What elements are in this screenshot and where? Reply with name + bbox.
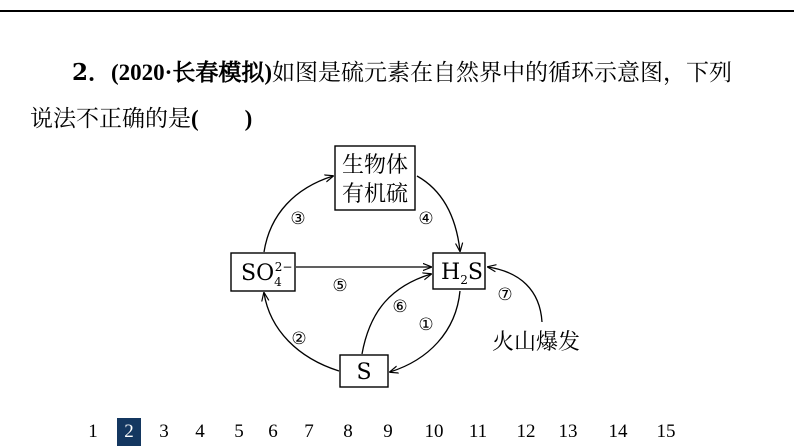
page-2-current[interactable]: 2: [117, 418, 141, 446]
label-3: ③: [290, 209, 306, 229]
page-navigator: [0, 418, 794, 446]
page-11[interactable]: 11: [468, 421, 488, 442]
label-6: ⑥: [392, 297, 408, 317]
page-3[interactable]: 3: [159, 421, 169, 442]
page-12[interactable]: 12: [516, 421, 536, 442]
answer-blank: ( ): [191, 106, 253, 131]
page-13[interactable]: 13: [558, 421, 578, 442]
page-10[interactable]: 10: [424, 421, 444, 442]
label-7: ⑦: [497, 285, 513, 305]
label-1: ①: [418, 315, 434, 335]
label-4: ④: [418, 209, 434, 229]
sulfur-label: S: [356, 360, 372, 385]
organic-line-2: 有机硫: [341, 182, 409, 207]
sulfate-label: $SO_42-$: [241, 260, 293, 289]
volcano-label: 火山爆发: [491, 330, 581, 355]
h2s-label: $H_2S$: [441, 260, 483, 287]
page-8[interactable]: 8: [343, 421, 353, 442]
question-text-1: 如图是硫元素在自然界中的循环示意图，下列: [272, 60, 733, 86]
label-5: ⑤: [332, 276, 348, 296]
label-2: ②: [291, 329, 307, 349]
page-14[interactable]: 14: [608, 421, 628, 442]
question-number: 2．: [72, 59, 112, 86]
question-text-2: 说法不正确的是: [30, 106, 191, 132]
page-1[interactable]: 1: [88, 421, 98, 442]
page-7[interactable]: 7: [304, 421, 314, 442]
organic-line-1: 生物体: [341, 153, 409, 178]
arrow-7: [488, 267, 542, 322]
page-5[interactable]: 5: [234, 421, 244, 442]
page-15[interactable]: 15: [656, 421, 676, 442]
question-source: (2020·长春模拟): [111, 60, 273, 85]
page-4[interactable]: 4: [195, 421, 205, 442]
page-9[interactable]: 9: [383, 421, 393, 442]
page-6[interactable]: 6: [268, 421, 278, 442]
